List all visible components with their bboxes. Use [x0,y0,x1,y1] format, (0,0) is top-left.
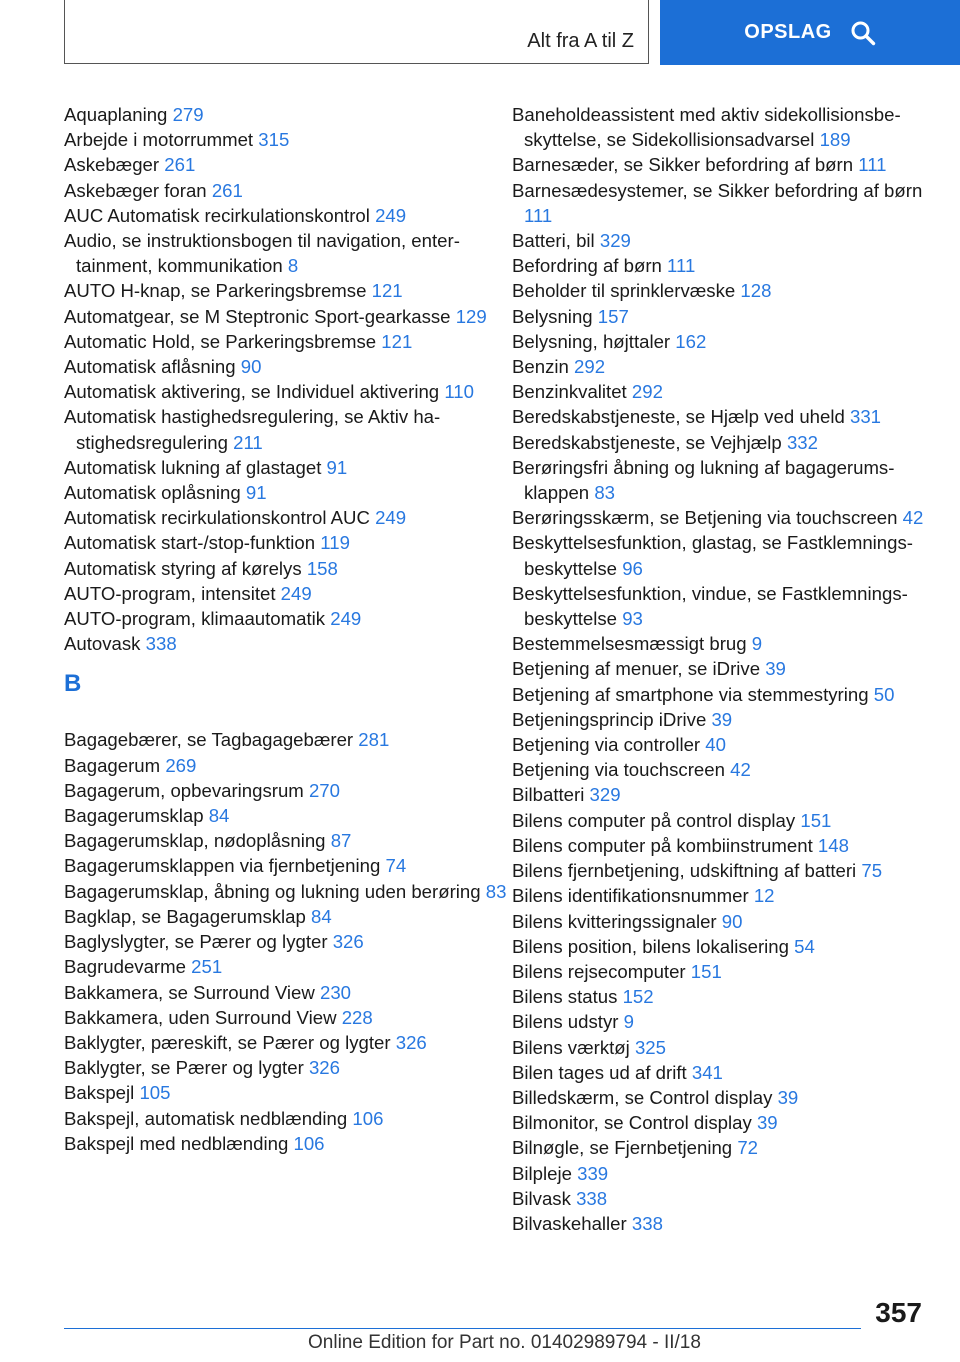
index-entry [512,1211,927,1236]
index-entry-text: Berøringsskærm, se Betjening via touchscreen [512,507,898,529]
index-entry [512,934,927,959]
footer-divider [64,1328,861,1329]
index-entry [512,707,927,732]
index-entry [64,530,512,555]
page-reference-link[interactable]: 249 [280,582,312,604]
index-entry-text: Belysning [512,305,593,327]
index-entry-text: Benzinkvalitet [512,381,627,403]
page-reference-link[interactable]: 83 [594,482,615,504]
index-entry-text: Audio, se instruktionsbogen til navigation, entertainment, kommunikation [64,230,460,277]
index-entry-text: Automatisk start-/stop-funktion [64,532,316,554]
index-entry [64,980,512,1005]
index-entry-text: Bilvask [512,1187,571,1209]
index-entry-text: Betjening via controller [512,734,701,756]
index-entry-text: Automatisk aflåsning [64,356,236,378]
index-entry-text: Bagagerumsklap, åbning og lukning uden berøring [64,880,481,902]
index-entry-text: Bakspejl [64,1082,135,1104]
index-entry [512,430,927,455]
page-reference-link[interactable]: 326 [332,931,364,953]
page-reference-link[interactable]: 341 [691,1061,723,1083]
index-entry [64,803,512,828]
header-title: Alt fra A til Z [527,30,634,52]
page-reference-link[interactable]: 329 [599,230,631,252]
index-entry [64,853,512,878]
page-reference-link[interactable]: 270 [308,779,340,801]
page-reference-link[interactable]: 162 [675,330,707,352]
page-reference-link[interactable]: 279 [172,104,204,125]
page-reference-link[interactable]: 211 [233,431,263,453]
index-entry [64,828,512,853]
page-reference-link[interactable]: 292 [631,381,663,403]
page-reference-link[interactable]: 106 [293,1132,325,1154]
index-entry-text: Barnesædesystemer, se Sikker befordring af børn [512,179,923,201]
index-entry-text: Bagagerumsklap, nødoplåsning [64,830,326,852]
index-entry [64,1005,512,1030]
index-entry [512,732,927,757]
index-entry-text: Bilens værktøj [512,1036,630,1058]
page-reference-link[interactable]: 228 [341,1006,373,1028]
page-reference-link[interactable]: 50 [873,683,895,705]
index-entry-text: Betjeningsprincip iDrive [512,708,707,730]
index-entry [64,1131,512,1156]
index-entry-text: Bagagerumsklappen via fjernbetjening [64,855,381,877]
page-reference-link[interactable]: 249 [375,507,407,529]
index-entry-text: Beredskabstjeneste, se Hjælp ved uheld [512,406,845,428]
page-reference-link[interactable]: 93 [622,608,643,630]
page-reference-link[interactable]: 152 [622,986,654,1008]
index-entry [512,1009,927,1034]
index-entry [512,1085,927,1110]
search-icon [850,20,876,46]
index-entry-text: Beholder til sprinklervæske [512,280,736,302]
index-entry [512,833,927,858]
index-entry [64,304,512,329]
index-entry-text: Baklygter, pæreskift, se Pærer og lygter [64,1031,391,1053]
index-entry [512,228,927,253]
index-entry-text: Bilens kvitteringssignaler [512,910,717,932]
page-reference-link[interactable]: 42 [730,759,751,781]
index-entry-text: Bagagerum, opbevaringsrum [64,779,304,801]
page-reference-link[interactable]: 292 [574,356,606,378]
index-entry-text: Beskyttelsesfunktion, vindue, se Fastklemningsbeskyttelse [512,582,908,630]
index-entry [64,102,512,127]
page-reference-link[interactable]: 338 [576,1187,608,1209]
index-entry-text: Benzin [512,356,569,378]
index-entry [64,929,512,954]
page-reference-link[interactable]: 230 [319,981,352,1003]
index-entry-text: Automatic Hold, se Parkeringsbremse [64,330,377,352]
index-entry-text: Aquaplaning [64,104,168,125]
index-entry [64,228,512,278]
index-entry-text: Batteri, bil [512,230,595,252]
index-entry [512,404,927,429]
index-entry-text: Billedskærm, se Control display [512,1086,773,1108]
index-entry [64,278,512,303]
page-reference-link[interactable]: 338 [145,633,177,655]
index-entry-text: Bagagerum [64,754,161,776]
page-reference-link[interactable]: 8 [287,255,299,277]
page-reference-link[interactable]: 151 [800,809,832,831]
index-entry-text: Bilpleje [512,1162,572,1184]
index-entry [512,1161,927,1186]
page-reference-link[interactable]: 249 [330,608,362,630]
page-reference-link[interactable]: 111 [858,154,887,176]
page-reference-link[interactable]: 40 [705,734,726,756]
page-reference-link[interactable]: 315 [258,129,290,151]
page-reference-link[interactable]: 332 [786,431,818,453]
index-entry-text: Bilens computer på control display [512,809,796,831]
index-entry [512,959,927,984]
lookup-button-label: OPSLAG [744,21,832,43]
index-entry-text: Bagagerumsklap [64,805,204,827]
index-entry-text: Automatgear, se M Steptronic Sport-gearkasse [64,305,451,327]
index-entry-text: Arbejde i motorrummet [64,129,254,151]
index-entry-text: Befordring af børn [512,255,662,277]
page-reference-link[interactable]: 83 [485,880,507,902]
page-reference-link[interactable]: 128 [740,280,772,302]
index-entry-text: Askebæger foran [64,179,207,201]
index-entry [64,778,512,803]
index-entry [512,682,927,707]
index-entry-text: Barnesæder, se Sikker befordring af børn [512,154,854,176]
page-reference-link[interactable]: 91 [245,482,267,504]
index-entry-text: Beskyttelsesfunktion, glastag, se Fastklemningsbeskyttelse [512,532,913,579]
index-entry-text: Belysning, højttaler [512,330,671,352]
page-reference-link[interactable]: 129 [455,305,487,327]
index-entry [64,203,512,228]
page-reference-link[interactable]: 121 [371,280,403,302]
index-entry-text: Bakkamera, se Surround View [64,981,315,1003]
index-entry [64,954,512,979]
index-entry [512,883,927,908]
index-list-b [64,727,512,1155]
index-entry-text: Bagagebærer, se Tagbagagebærer [64,729,354,751]
page-reference-link[interactable]: 111 [667,255,696,277]
footer-text: Online Edition for Part no. 01402989794 - II/18 [308,1332,701,1353]
page-reference-link[interactable]: 329 [589,784,621,806]
page-reference-link[interactable]: 12 [753,885,775,907]
index-entry-text: Automatisk oplåsning [64,482,241,504]
index-entry [64,404,512,454]
index-entry [512,631,927,656]
page-reference-link[interactable]: 42 [902,507,924,529]
page-reference-link[interactable]: 189 [819,129,851,151]
index-entry-text: Bilens rejsecomputer [512,960,686,982]
index-entry-text: Bakspejl med nedblænding [64,1132,289,1154]
index-entry [512,581,927,631]
index-entry-text: AUTO-program, klimaautomatik [64,608,326,630]
page-reference-link[interactable]: 249 [375,204,407,226]
page-reference-link[interactable]: 261 [211,179,243,201]
page-header [0,0,960,66]
index-entry [64,329,512,354]
index-entry [512,278,927,303]
index-entry [64,480,512,505]
page-reference-link[interactable]: 157 [597,305,629,327]
page-reference-link[interactable]: 39 [711,708,733,730]
index-entry [64,1080,512,1105]
index-entry [512,782,927,807]
index-entry-text: Bilens position, bilens lokalisering [512,935,789,957]
index-entry [64,581,512,606]
page-reference-link[interactable]: 91 [326,456,348,478]
index-entry-text: Bakspejl, automatisk nedblænding [64,1107,348,1129]
page-reference-link[interactable]: 148 [817,834,849,856]
index-entry [512,858,927,883]
index-entry [64,379,512,404]
page-reference-link[interactable]: 326 [308,1057,340,1079]
index-entry [64,455,512,480]
index-entry-text: Bilens fjernbetjening, udskiftning af batteri [512,860,857,882]
index-entry-text: Baklygter, se Pærer og lygter [64,1057,304,1079]
page-reference-link[interactable]: 326 [395,1031,427,1053]
index-entry [64,178,512,203]
page-number: 357 [875,1297,922,1328]
index-entry [512,1186,927,1211]
index-entry-text: Bilens identifikationsnummer [512,885,749,907]
index-entry [64,753,512,778]
page-reference-link[interactable]: 119 [320,532,350,554]
index-entry-text: Bilens status [512,986,618,1008]
index-entry-text: Baglyslygter, se Pærer og lygter [64,931,328,953]
page-reference-link[interactable]: 72 [737,1137,759,1159]
index-entry-text: Automatisk aktivering, se Individuel aktivering [64,381,440,403]
index-entry [512,505,927,530]
page-reference-link[interactable]: 9 [751,633,763,655]
index-entry-text: Bilen tages ud af drift [512,1061,687,1083]
index-entry-text: Bilmonitor, se Control display [512,1112,752,1134]
index-entry [64,879,512,904]
page-reference-link[interactable]: 74 [385,855,407,877]
page-reference-link[interactable]: 39 [777,1086,799,1108]
index-entry [512,102,927,152]
page-reference-link[interactable]: 9 [623,1011,634,1033]
index-entry [64,1055,512,1080]
page-reference-link[interactable]: 338 [631,1212,663,1234]
index-entry-text: Automatisk styring af kørelys [64,557,302,579]
index-entry-text: Bestemmelsesmæssigt brug [512,633,747,655]
index-entry-text: Bilens computer på kombiinstrument [512,834,813,856]
index-entry [512,984,927,1009]
index-entry [64,152,512,177]
index-column-left [64,102,512,1236]
index-entry [512,329,927,354]
index-entry [512,304,927,329]
index-entry [64,1106,512,1131]
index-entry [64,127,512,152]
index-entry [64,354,512,379]
index-entry-text: Betjening af smartphone via stemmestyring [512,683,869,705]
page-reference-link[interactable]: 39 [765,658,786,680]
index-entry [512,1035,927,1060]
index-entry-text: Bagrudevarme [64,956,186,978]
page-reference-link[interactable]: 105 [139,1082,171,1104]
index-entry-text: Bilnøgle, se Fjernbetjening [512,1137,733,1159]
page-reference-link[interactable]: 90 [721,910,743,932]
index-entry [512,354,927,379]
header-title-box [64,0,649,64]
index-entry-text: Baneholdeassistent med aktiv sidekollisionsbeskyttelse, se Sidekollisionsadvarsel [512,104,901,151]
page-reference-link[interactable]: 331 [850,406,882,428]
page-reference-link[interactable]: 261 [164,154,196,176]
page-reference-link[interactable]: 269 [165,754,197,776]
page-reference-link[interactable]: 106 [352,1107,384,1129]
index-entry [512,455,927,505]
index-entry-text: Automatisk recirkulationskontrol AUC [64,507,370,529]
page-reference-link[interactable]: 339 [577,1162,609,1184]
index-entry [512,379,927,404]
index-entry-text: Beredskabstjeneste, se Vejhjælp [512,431,782,453]
index-entry [512,253,927,278]
index-entry [64,556,512,581]
index-entry-text: Automatisk lukning af glastaget [64,456,322,478]
index-list-right [512,102,927,1236]
page-reference-link[interactable]: 325 [634,1036,666,1058]
page-reference-link[interactable]: 96 [622,557,643,579]
index-entry-text: Askebæger [64,154,160,176]
index-entry [512,909,927,934]
index-entry-text: Bagklap, se Bagagerumsklap [64,905,306,927]
index-entry [512,757,927,782]
index-list-a [64,102,512,656]
page-reference-link[interactable]: 90 [240,356,262,378]
index-entry [512,656,927,681]
index-entry [512,1110,927,1135]
page-reference-link[interactable]: 251 [191,956,223,978]
index-entry [64,631,512,656]
page-reference-link[interactable]: 111 [524,204,553,226]
index-entry-text: Bakkamera, uden Surround View [64,1006,337,1028]
page-reference-link[interactable]: 39 [756,1112,778,1134]
page-reference-link[interactable]: 84 [208,805,230,827]
index-entry [512,1060,927,1085]
index-entry-text: Betjening via touchscreen [512,759,725,781]
index-column-right [512,102,927,1236]
index-entry-text: Automatisk hastighedsregulering, se Aktiv hastighedsregulering [64,406,441,453]
page-reference-link[interactable]: 54 [794,935,815,957]
index-content [64,102,934,1236]
index-entry-text: Bilbatteri [512,784,585,806]
page-reference-link[interactable]: 281 [358,729,390,751]
index-entry [512,178,927,228]
index-entry [64,606,512,631]
index-entry [512,152,927,177]
index-entry-text: AUTO H-knap, se Parkeringsbremse [64,280,367,302]
index-entry [512,1135,927,1160]
index-entry [512,808,927,833]
index-entry [512,530,927,580]
index-entry [64,1030,512,1055]
index-entry [64,904,512,929]
index-entry-text: Bilvaskehaller [512,1212,627,1234]
page-reference-link[interactable]: 110 [444,381,474,403]
page-reference-link[interactable]: 84 [311,905,332,927]
page-reference-link[interactable]: 87 [330,830,352,852]
page-reference-link[interactable]: 75 [861,860,883,882]
index-entry-text: Autovask [64,633,141,655]
lookup-button[interactable] [660,0,960,65]
page-reference-link[interactable]: 158 [306,557,338,579]
section-letter-b: B [64,670,82,698]
index-entry-text: AUTO-program, intensitet [64,582,276,604]
page-reference-link[interactable]: 151 [690,960,722,982]
index-entry [64,505,512,530]
index-entry-text: Berøringsfri åbning og lukning af bagagerumsklappen [512,456,895,504]
index-entry-text: AUC Automatisk recirkulationskontrol [64,204,370,226]
index-entry [64,727,512,752]
index-entry-text: Betjening af menuer, se iDrive [512,658,761,680]
page-reference-link[interactable]: 121 [381,330,413,352]
index-entry-text: Bilens udstyr [512,1011,619,1033]
